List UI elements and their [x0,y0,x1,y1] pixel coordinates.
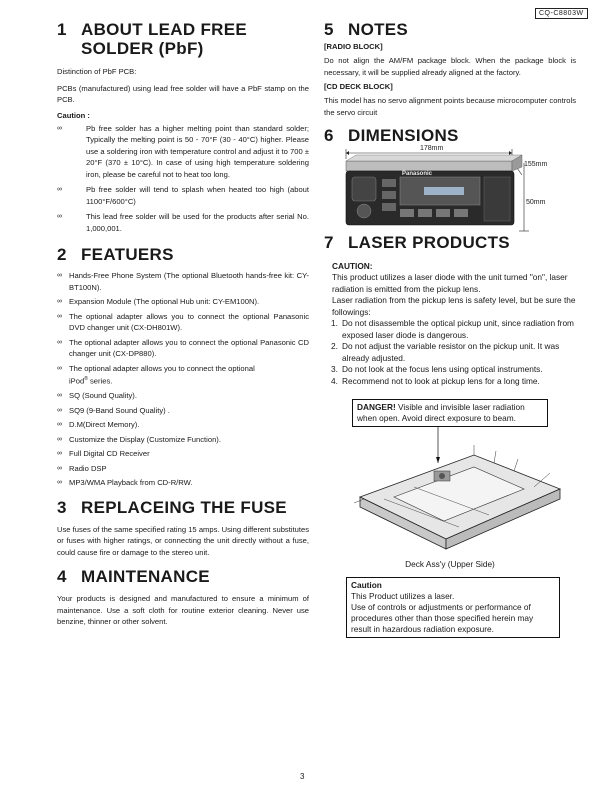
pbf-distinction: Distinction of PbF PCB: [57,67,137,76]
deck-drawing [324,427,576,561]
bullet-icon: ∞ [57,124,62,132]
bullet-icon: ∞ [57,421,62,429]
bullet-icon: ∞ [57,435,62,443]
bullet-icon: ∞ [57,464,62,472]
list-item: ∞ Pb free solder has a higher melting point than standard solder; Typically the melting point is 50 - 70°F (30 - 40°C) higher. Please use a soldering iron with temperature control and adjust it to 700 ± 20°F (370 ± 10°C). In case of using high temperature soldering iron, please be careful not to heat too long. [57,123,309,179]
caution-box-line: Use of controls or adjustments or performance of procedures other than those specified herein may result in hazardous radiation exposure. [351,602,534,634]
list-item: ∞ The optional adapter allows you to connect the optional iPod® series. [57,363,255,386]
laser-text-2: Laser radiation from the pickup lens is safety level, but be sure the followings: [332,295,576,317]
section-number: 2 [57,245,67,264]
bullet-icon: ∞ [57,479,62,487]
page-number: 3 [300,772,305,781]
left-column [57,20,309,628]
section-title: ABOUT LEAD FREE SOLDER (PbF) [81,20,247,58]
list-item: 3. Do not look at the focus lens using optical instruments. [331,364,543,374]
dimension-depth-label: 155mm [524,161,548,168]
deck-assembly-figure [324,427,576,561]
list-item: ∞ The optional adapter allows you to connect the optional Panasonic CD changer unit (CX-DP880). [57,337,309,358]
danger-text: Visible and invisible laser radiation when open. Avoid direct exposure to beam. [357,402,525,423]
section-title: FEATUERS [81,245,174,264]
section-2-heading [57,245,309,264]
caution-box-line: This Product utilizes a laser. [351,591,455,601]
section-title: NOTES [348,20,409,39]
list-item: ∞ D.M(Direct Memory). [57,420,140,430]
bullet-icon: ∞ [57,186,62,193]
list-item: ∞ Radio DSP [57,463,107,473]
list-item: ∞ Customize the Display (Customize Function). [57,434,221,444]
bullet-icon: ∞ [57,338,62,346]
danger-box [352,399,548,427]
section-number: 4 [57,567,67,587]
dimensions-figure [324,145,576,237]
section-number: 5 [324,20,334,39]
pbf-stamp-text: PCBs (manufactured) using lead free solder will have a PbF stamp on the PCB. [57,83,309,104]
dimension-height-label: 50mm [526,199,546,206]
bullet-icon: ∞ [57,406,62,414]
list-item: 4. Recommend not to look at pickup lens for a long time. [331,375,540,386]
radio-block-text: Do not align the AM/FM package block. When the package block is necessary, it will be supplied already aligned at the factory. [324,56,576,77]
cd-deck-heading: [CD DECK BLOCK] [324,82,393,91]
section-1-heading [57,20,309,58]
list-item: 2. Do not adjust the variable resistor on the pickup unit. It was already adjusted. [331,341,560,363]
deck-caption: Deck Ass'y (Upper Side) [405,559,495,569]
section-3-heading [57,498,309,517]
list-item: ∞ Pb free solder will tend to splash when heated too high (about 1100°F/600°C) [57,185,309,206]
bullet-icon: ∞ [57,298,62,305]
maintenance-text: Your products is designed and manufactured to ensure a minimum of maintenance. Use a soft cloth for routine exterior cleaning. Never use benzine, thinner or other solvent. [57,594,309,627]
section-title: DIMENSIONS [348,126,459,145]
section-number: 7 [324,233,334,252]
right-column [324,20,576,638]
cd-deck-text: This model has no servo alignment points because microcomputer controls the servo circuit [324,96,576,117]
radio-block-heading: [RADIO BLOCK] [324,42,383,51]
section-number: 6 [324,126,334,145]
caution-label: Caution : [57,110,90,120]
list-item: ∞ This lead free solder will be used for the products after serial No. 1,000,001. [57,212,309,233]
list-item: ∞ The optional adapter allows you to connect the optional Panasonic DVD changer unit (CX-DH801W). [57,311,309,332]
features-list [57,270,309,489]
list-item: ∞ SQ9 (9-Band Sound Quality) . [57,405,170,415]
list-item: 1. Do not disassemble the optical pickup unit, since radiation from exposed laser diode is dangerous. [331,318,574,340]
section-6-heading [324,126,576,145]
laser-instructions-list [326,318,576,387]
bullet-icon: ∞ [57,450,62,458]
bullet-icon: ∞ [57,392,62,400]
section-title: MAINTENANCE [81,567,210,587]
laser-caution-heading: CAUTION: [332,261,373,271]
list-item: ∞ Hands-Free Phone System (The optional Bluetooth hands-free kit: CY-BT100N). [57,271,309,292]
bullet-icon: ∞ [57,364,62,372]
bullet-icon: ∞ [57,312,62,320]
list-item: ∞ MP3/WMA Playback from CD-R/RW. [57,478,193,488]
list-item: ∞ Full Digital CD Receiver [57,449,150,459]
laser-text-1: This product utilizes a laser diode with the unit turned "on", laser radiation is emitted from the pickup lens. [332,272,568,294]
fuse-text: Use fuses of the same specified rating 15 amps. Using different substitutes or fuses with higher ratings, or connecting the unit directly without a fuse, could cause fire or damage to the stereo unit. [57,524,309,557]
section-number: 1 [57,20,67,39]
danger-label: DANGER! [357,402,396,412]
section-title: LASER PRODUCTS [348,233,510,252]
dimension-width-label: 178mm [420,145,444,152]
section-title: REPLACEING THE FUSE [81,497,287,517]
brand-logo: Panasonic [402,171,433,177]
section-5-heading [324,20,576,39]
section-4-heading [57,567,309,586]
head-unit-drawing [324,145,576,237]
section-number: 3 [57,497,67,517]
bullet-icon: ∞ [57,272,62,279]
caution-box [346,577,560,638]
caution-box-heading: Caution [351,580,382,590]
list-item: ∞ Expansion Module (The optional Hub unit: CY-EM100N). [57,297,260,306]
caution-list [57,123,309,235]
list-item: ∞ SQ (Sound Quality). [57,391,137,401]
bullet-icon: ∞ [57,213,62,220]
model-code: CQ-C8803W [535,8,588,19]
